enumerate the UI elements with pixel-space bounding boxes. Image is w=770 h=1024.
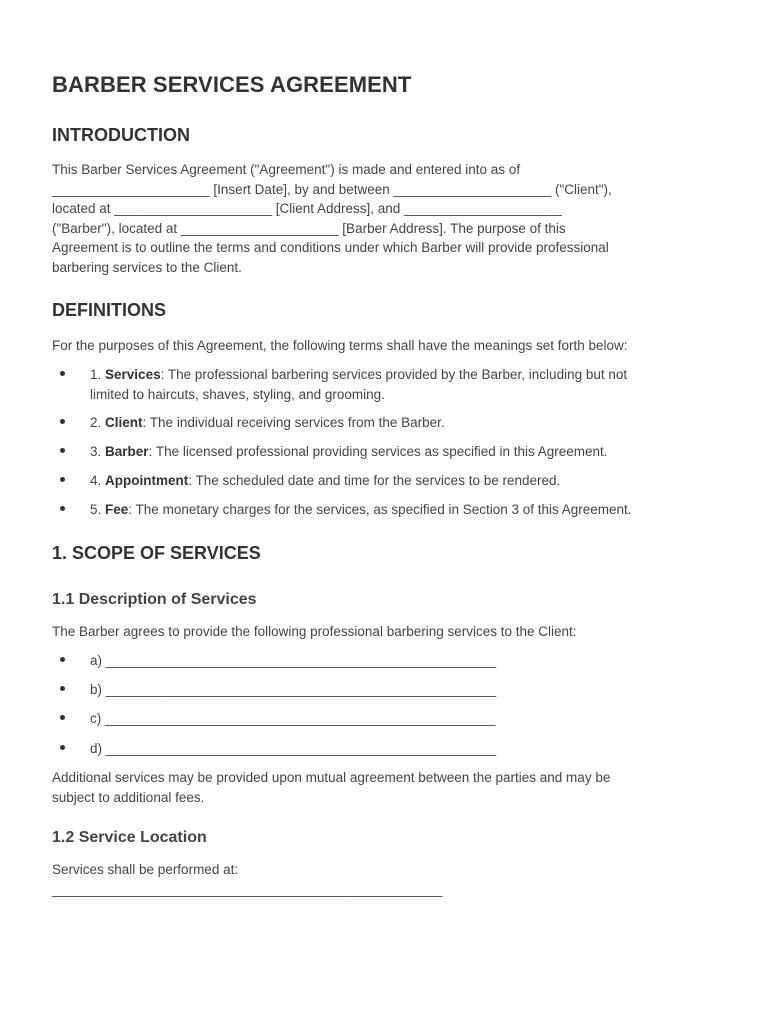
introduction-paragraph bbox=[52, 160, 720, 277]
definition-number: 1. bbox=[90, 367, 102, 382]
scope-heading: 1. SCOPE OF SERVICES bbox=[52, 543, 261, 563]
service-blank[interactable]: a) ____________________________________________________ bbox=[90, 653, 497, 668]
definition-text: limited to haircuts, shaves, styling, and grooming. bbox=[90, 386, 385, 402]
introduction-heading: INTRODUCTION bbox=[52, 125, 190, 145]
location-paragraph bbox=[52, 860, 720, 899]
description-intro: The Barber agrees to provide the following professional barbering services to the Client: bbox=[52, 624, 577, 639]
service-blank[interactable]: b) ____________________________________________________ bbox=[90, 682, 497, 697]
definition-term: Fee bbox=[105, 502, 129, 517]
bullet-icon bbox=[60, 371, 65, 376]
bullet-icon bbox=[60, 745, 65, 750]
definition-number: 2. bbox=[90, 415, 102, 430]
description-heading: 1.1 Description of Services bbox=[52, 591, 257, 608]
definition-term: Barber bbox=[105, 444, 149, 459]
additional-line: subject to additional fees. bbox=[52, 789, 205, 805]
definition-text: : The monetary charges for the services, as specified in Section 3 of this Agreement. bbox=[128, 502, 632, 517]
intro-line: Agreement is to outline the terms and conditions under which Barber will provide professional bbox=[52, 240, 609, 255]
additional-line: Additional services may be provided upon mutual agreement between the parties and may be bbox=[52, 770, 611, 785]
intro-line: This Barber Services Agreement ("Agreement") is made and entered into as of bbox=[52, 162, 521, 177]
definition-text: : The individual receiving services from the Barber. bbox=[142, 415, 445, 430]
service-blank[interactable]: c) ____________________________________________________ bbox=[90, 711, 496, 726]
bullet-icon bbox=[60, 506, 65, 511]
bullet-icon bbox=[60, 448, 65, 453]
definition-text: : The licensed professional providing services as specified in this Agreement. bbox=[148, 444, 608, 459]
bullet-icon bbox=[60, 419, 65, 424]
definition-term: Client bbox=[105, 415, 143, 430]
location-intro: Services shall be performed at: bbox=[52, 862, 239, 877]
definition-term: Services bbox=[105, 367, 161, 382]
definition-text: : The scheduled date and time for the services to be rendered. bbox=[188, 473, 561, 488]
definitions-heading: DEFINITIONS bbox=[52, 300, 167, 320]
intro-line: barbering services to the Client. bbox=[52, 259, 242, 275]
location-heading: 1.2 Service Location bbox=[52, 829, 207, 846]
definition-number: 5. bbox=[90, 502, 102, 517]
bullet-icon bbox=[60, 657, 65, 662]
intro-line: located at _____________________ [Client Address], and _____________________ bbox=[52, 201, 562, 216]
location-blank[interactable]: ____________________________________________________ bbox=[52, 881, 443, 897]
definition-text: : The professional barbering services provided by the Barber, including but not bbox=[160, 367, 628, 382]
service-blank[interactable]: d) ____________________________________________________ bbox=[90, 741, 497, 756]
intro-line: _____________________ [Insert Date], by and between _____________________ ("Client"), bbox=[52, 181, 612, 197]
intro-line: ("Barber"), located at _____________________ [Barber Address]. The purpose of this bbox=[52, 220, 566, 236]
document-title: BARBER SERVICES AGREEMENT bbox=[52, 72, 412, 97]
definition-number: 4. bbox=[90, 473, 102, 488]
definitions-intro: For the purposes of this Agreement, the following terms shall have the meanings set forth below: bbox=[52, 338, 628, 353]
definition-number: 3. bbox=[90, 444, 102, 459]
additional-services-paragraph bbox=[52, 768, 720, 807]
definition-term: Appointment bbox=[105, 473, 189, 488]
bullet-icon bbox=[60, 686, 65, 691]
bullet-icon bbox=[60, 477, 65, 482]
bullet-icon bbox=[60, 715, 65, 720]
